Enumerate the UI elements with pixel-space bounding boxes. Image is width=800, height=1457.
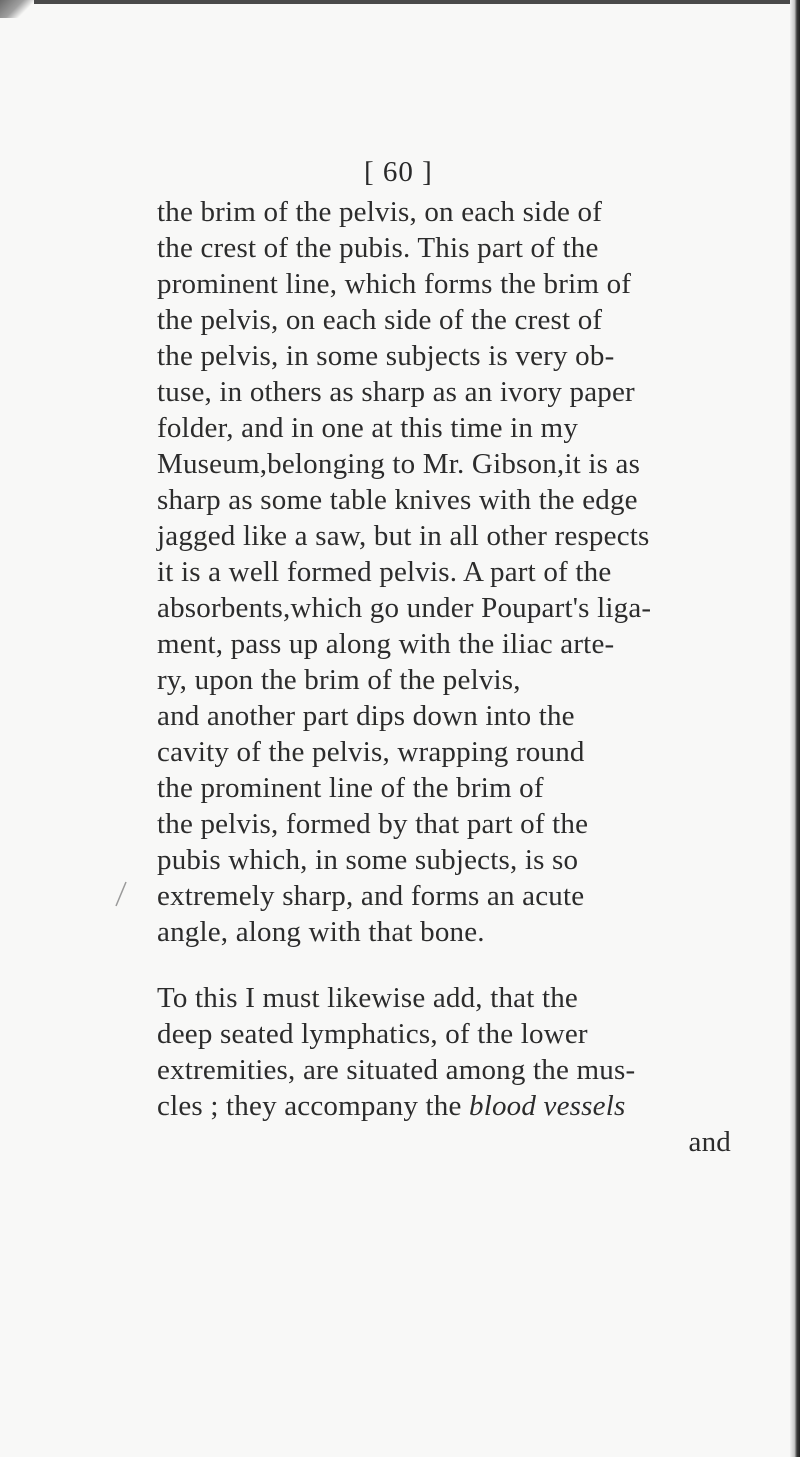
text-line: folder, and in one at this time in my (157, 412, 579, 444)
body-text (157, 194, 757, 1160)
text-line: prominent line, which forms the brim of (157, 268, 632, 300)
page-corner-fold (0, 0, 34, 18)
text-line: absorbents,which go under Poupart's liga- (157, 592, 652, 624)
margin-pencil-mark (112, 880, 130, 908)
italic-term: blood vessels (469, 1090, 626, 1122)
text-line: angle, along with that bone. (157, 916, 485, 948)
text-line: pubis which, in some subjects, is so (157, 844, 579, 876)
text-line: ry, upon the brim of the pelvis, (157, 664, 521, 696)
text-line: the pelvis, on each side of the crest of (157, 304, 603, 336)
text-line: To this I must likewise add, that the (157, 982, 578, 1014)
text-line: and another part dips down into the (157, 700, 575, 732)
catchword: and (688, 1126, 731, 1158)
text-line: extremities, are situated among the mus- (157, 1054, 636, 1086)
page-number: [ 60 ] (364, 156, 433, 188)
text-line: it is a well formed pelvis. A part of the (157, 556, 612, 588)
page-top-edge (0, 0, 800, 4)
text-line: sharp as some table knives with the edge (157, 484, 638, 516)
text-line: Museum,belonging to Mr. Gibson,it is as (157, 448, 641, 480)
text-line: the crest of the pubis. This part of the (157, 232, 599, 264)
text-line: jagged like a saw, but in all other respects (157, 520, 650, 552)
text-line: deep seated lymphatics, of the lower (157, 1018, 588, 1050)
page-right-edge-shadow (790, 0, 800, 1457)
text-line: the prominent line of the brim of (157, 772, 544, 804)
paragraph-gap (157, 950, 757, 980)
text-line: extremely sharp, and forms an acute (157, 880, 585, 912)
text-line: cavity of the pelvis, wrapping round (157, 736, 585, 768)
text-line: the pelvis, formed by that part of the (157, 808, 589, 840)
text-line: tuse, in others as sharp as an ivory paper (157, 376, 635, 408)
text-line: ment, pass up along with the iliac arte- (157, 628, 615, 660)
text-line-with-italic (157, 1088, 757, 1124)
text-line: the brim of the pelvis, on each side of (157, 196, 603, 228)
text-line: the pelvis, in some subjects is very ob- (157, 340, 615, 372)
text-span: cles ; they accompany the (157, 1090, 469, 1122)
